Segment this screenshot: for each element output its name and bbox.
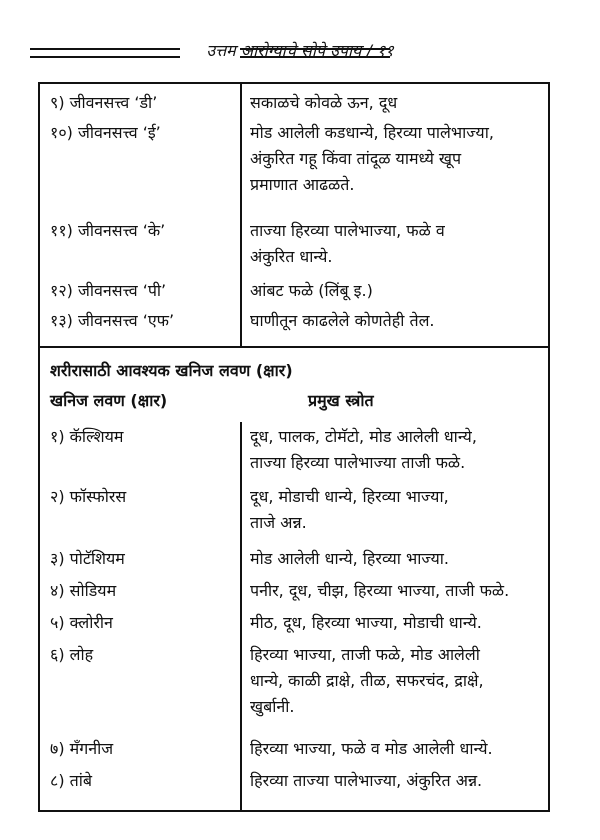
source-line: दूध, पालक, टोमॅटो, मोड आलेली धान्ये,: [250, 427, 477, 446]
source-line: धान्ये, काळी द्राक्षे, तीळ, सफरचंद, द्राक्षे,: [250, 671, 484, 690]
vitamin-f-name: १३) जीवनसत्त्व ‘एफ’: [50, 311, 175, 330]
source-line: पनीर, दूध, चीझ, हिरव्या भाज्या, ताजी फळे.: [250, 581, 510, 600]
header-rule-left: [30, 48, 180, 58]
mineral-copper-name: ८) तांबे: [50, 771, 93, 790]
page-header-title: उत्तम आरोग्याचे सोपे उपाय / ११: [206, 41, 394, 60]
source-line: मोड आलेली धान्ये, हिरव्या भाज्या.: [250, 549, 450, 568]
mineral-iron-name: ६) लोह: [50, 645, 94, 664]
mineral-potassium-name: ३) पोटॅशियम: [50, 549, 125, 568]
mineral-calcium-sources: [250, 424, 546, 476]
minerals-section-title: शरीरासाठी आवश्यक खनिज लवण (क्षार): [50, 361, 293, 380]
section-divider: [40, 346, 548, 348]
source-line: खुर्बानी.: [250, 697, 295, 716]
content-table: [38, 82, 550, 812]
source-line: घाणीतून काढलेले कोणतेही तेल.: [250, 311, 435, 330]
vitamin-k-sources: [250, 218, 546, 270]
source-line: हिरव्या ताज्या पालेभाज्या, अंकुरित अन्न.: [250, 771, 483, 790]
mineral-iron-sources: [250, 642, 546, 720]
mineral-copper-sources: [250, 768, 546, 794]
vitamin-d-name: ९) जीवनसत्त्व ‘डी’: [50, 93, 158, 112]
mineral-sodium-sources: [250, 578, 546, 604]
header-rule-right: [240, 48, 390, 58]
source-line: ताजे अन्न.: [250, 513, 307, 532]
vitamin-k-name: ११) जीवनसत्त्व ‘के’: [50, 221, 166, 240]
source-line: मीठ, दूध, हिरव्या भाज्या, मोडाची धान्ये.: [250, 613, 482, 632]
source-line: अंकुरित धान्ये.: [250, 247, 333, 266]
source-line: ताज्या हिरव्या पालेभाज्या, फळे व: [250, 221, 445, 240]
vitamin-e-sources: [250, 120, 546, 198]
minerals-col-left-header: खनिज लवण (क्षार): [50, 391, 168, 410]
mineral-calcium-name: १) कॅल्शियम: [50, 427, 124, 446]
source-line: आंबट फळे (लिंबू इ.): [250, 281, 373, 300]
vitamin-p-name: १२) जीवनसत्त्व ‘पी’: [50, 281, 167, 300]
mineral-phosphorus-name: २) फॉस्फोरस: [50, 487, 127, 506]
mineral-manganese-name: ७) मँगनीज: [50, 739, 114, 758]
source-line: हिरव्या भाज्या, ताजी फळे, मोड आलेली: [250, 645, 480, 664]
source-line: मोड आलेली कडधान्ये, हिरव्या पालेभाज्या,: [250, 123, 494, 142]
mineral-manganese-sources: [250, 736, 546, 762]
source-line: सकाळचे कोवळे ऊन, दूध: [250, 93, 398, 112]
mineral-potassium-sources: [250, 546, 546, 572]
mineral-phosphorus-sources: [250, 484, 546, 536]
mineral-sodium-name: ४) सोडियम: [50, 581, 117, 600]
vitamin-p-sources: [250, 278, 546, 304]
vitamin-e-name: १०) जीवनसत्त्व ‘ई’: [50, 123, 161, 142]
column-divider-top: [240, 84, 242, 346]
source-line: हिरव्या भाज्या, फळे व मोड आलेली धान्ये.: [250, 739, 493, 758]
source-line: ताज्या हिरव्या पालेभाज्या ताजी फळे.: [250, 453, 466, 472]
page-header: [30, 40, 570, 62]
source-line: दूध, मोडाची धान्ये, हिरव्या भाज्या,: [250, 487, 449, 506]
mineral-chlorine-name: ५) क्लोरीन: [50, 613, 113, 632]
vitamin-d-sources: [250, 90, 546, 116]
vitamin-f-sources: [250, 308, 546, 334]
minerals-col-right-header: प्रमुख स्त्रोत: [308, 391, 374, 410]
mineral-chlorine-sources: [250, 610, 546, 636]
source-line: अंकुरित गहू किंवा तांदूळ यामध्ये खूप: [250, 149, 462, 168]
column-divider-bottom: [240, 422, 242, 810]
source-line: प्रमाणात आढळते.: [250, 175, 355, 194]
